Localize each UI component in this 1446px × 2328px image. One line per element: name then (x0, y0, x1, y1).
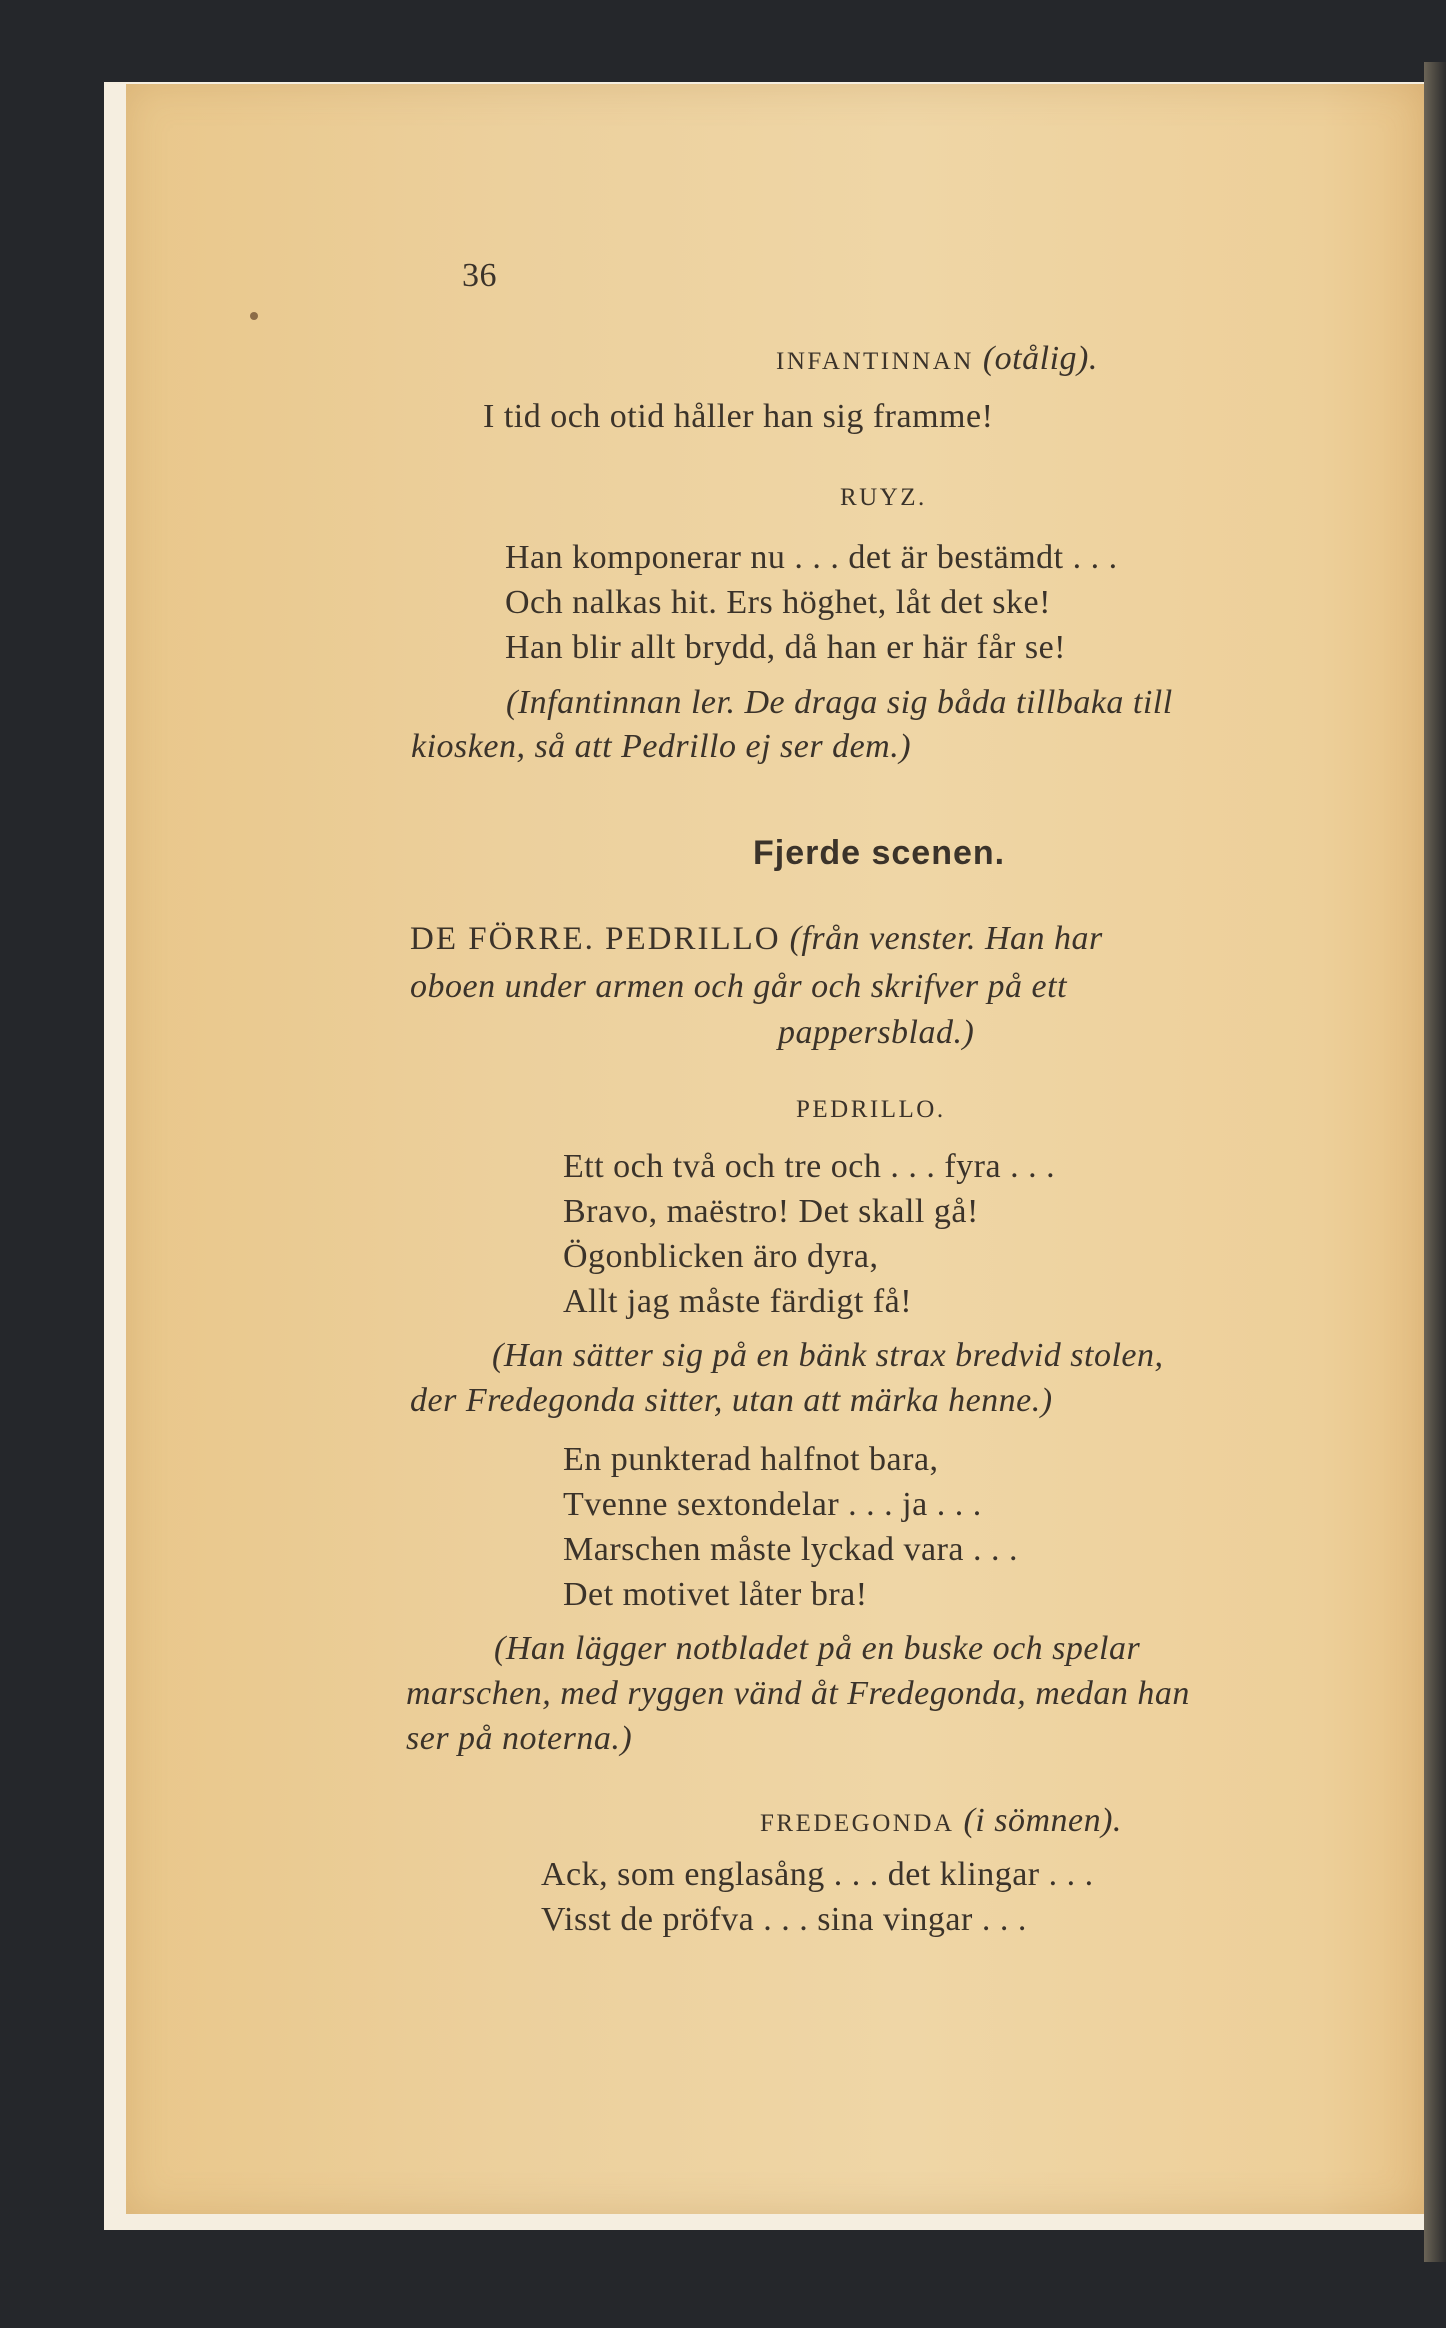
stage-direction: oboen under armen och går och skrifver på ett (410, 968, 1068, 1005)
cast-names: DE FÖRRE. PEDRILLO (410, 921, 781, 957)
stage-direction: (Han sätter sig på en bänk strax bredvid stolen, (492, 1337, 1164, 1374)
stage-direction: (i sömnen). (963, 1802, 1122, 1839)
verse-line: Han blir allt brydd, då han er här får se! (505, 629, 1066, 666)
verse-line: Bravo, maëstro! Det skall gå! (563, 1193, 979, 1230)
stage-direction: (otålig). (982, 340, 1098, 377)
stage-direction: der Fredegonda sitter, utan att märka henne.) (410, 1382, 1053, 1419)
verse-line: En punkterad halfnot bara, (563, 1441, 939, 1478)
verse-line: I tid och otid håller han sig framme! (483, 398, 994, 435)
speaker-name: INFANTINNAN (776, 348, 974, 375)
verse-line: Ögonblicken äro dyra, (563, 1238, 879, 1275)
speaker-infantinnan (776, 340, 1098, 378)
stage-direction: (från venster. Han har (789, 920, 1103, 957)
verse-line: Tvenne sextondelar . . . ja . . . (563, 1486, 982, 1523)
speaker-pedrillo: PEDRILLO. (796, 1096, 946, 1123)
speaker-name: FREDEGONDA (760, 1810, 955, 1837)
stage-direction: marschen, med ryggen vänd åt Fredegonda, medan han (406, 1675, 1190, 1712)
verse-line: Ett och två och tre och . . . fyra . . . (563, 1148, 1056, 1185)
verse-line: Ack, som englasång . . . det klingar . . . (541, 1856, 1094, 1893)
stage-direction: kiosken, så att Pedrillo ej ser dem.) (411, 728, 912, 765)
verse-line: Marschen måste lyckad vara . . . (563, 1531, 1018, 1568)
stage-direction: pappersblad.) (778, 1014, 975, 1051)
verse-line: Det motivet låter bra! (563, 1576, 868, 1613)
speaker-fredegonda (760, 1802, 1122, 1840)
stage-direction: (Han lägger notbladet på en buske och spelar (494, 1630, 1141, 1667)
speaker-ruyz: RUYZ. (840, 484, 927, 511)
cast-line (410, 920, 1103, 958)
stage-direction: (Infantinnan ler. De draga sig båda tillbaka till (506, 684, 1173, 721)
verse-line: Och nalkas hit. Ers höghet, låt det ske! (505, 584, 1051, 621)
book-spine-edge (1424, 62, 1446, 2262)
ink-speck (250, 312, 258, 320)
verse-line: Allt jag måste färdigt få! (563, 1283, 913, 1320)
scene-heading: Fjerde scenen. (753, 834, 1006, 872)
verse-line: Han komponerar nu . . . det är bestämdt . . . (505, 539, 1118, 576)
verse-line: Visst de pröfva . . . sina vingar . . . (541, 1901, 1027, 1938)
page-number: 36 (462, 257, 497, 294)
stage-direction: ser på noterna.) (406, 1720, 633, 1757)
